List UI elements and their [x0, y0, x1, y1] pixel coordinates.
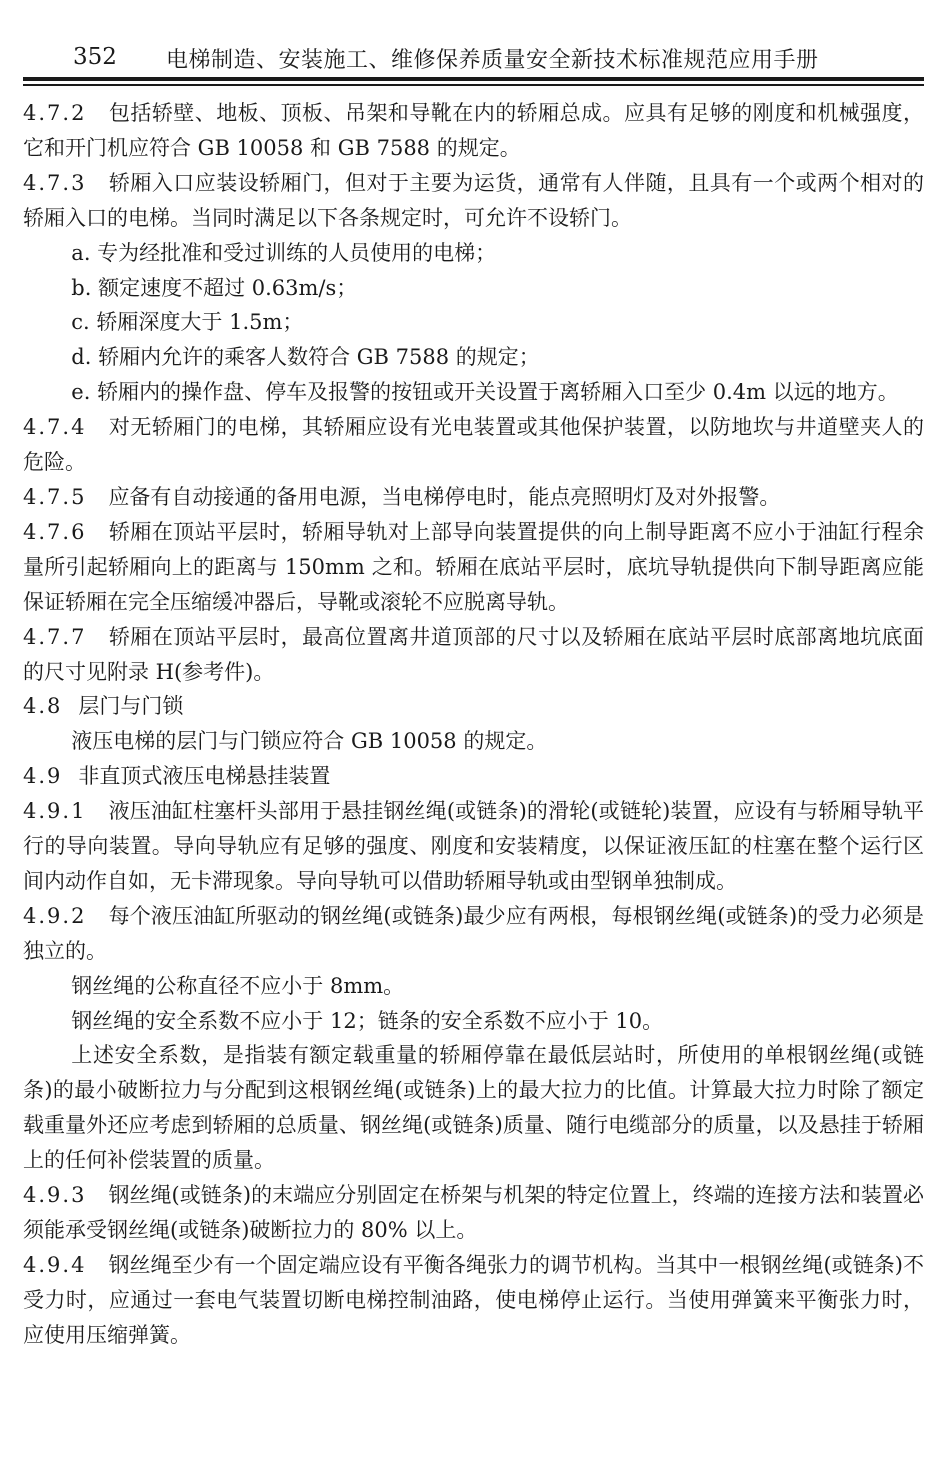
list-item-a: a. 专为经批准和受过训练的人员使用的电梯；	[71, 240, 497, 265]
list-item-e: e. 轿厢内的操作盘、停车及报警的按钮或开关设置于离轿厢入口至少 0.4m 以远的地方。	[71, 380, 899, 405]
clause-4-7-5	[23, 480, 924, 515]
header-rule-thin	[23, 84, 924, 86]
clause-number: 4.9.2	[23, 903, 87, 928]
clause-text: 轿厢在顶站平层时，轿厢导轨对上部导向装置提供的向上制导距离不应小于油缸行程余量所引起轿厢向上的距离与 150mm 之和。轿厢在底站平层时，底坑导轨提供向下制导距离应能保证轿厢在完全压缩缓冲器后，导靴或滚轮不应脱离导轨。	[23, 519, 924, 614]
clause-4-7-2	[23, 96, 924, 166]
clause-text: 钢丝绳至少有一个固定端应设有平衡各绳张力的调节机构。当其中一根钢丝绳(或链条)不受力时，应通过一套电气装置切断电梯控制油路，使电梯停止运行。当使用弹簧来平衡张力时，应使用压缩弹簧。	[23, 1252, 924, 1347]
clause-number: 4.7.4	[23, 415, 87, 440]
clause-4-7-6	[23, 515, 924, 620]
clause-text: 轿厢入口应装设轿厢门，但对于主要为运货，通常有人伴随，且具有一个或两个相对的轿厢入口的电梯。当同时满足以下各条规定时，可允许不设轿门。	[23, 170, 924, 230]
clause-text: 包括轿壁、地板、顶板、吊架和导靴在内的轿厢总成。应具有足够的刚度和机械强度，它和开门机应符合 GB 10058 和 GB 7588 的规定。	[23, 101, 924, 160]
body-text	[23, 96, 924, 1353]
clause-4-9-2	[23, 899, 924, 969]
paragraph-safety-factor: 钢丝绳的安全系数不应小于 12；链条的安全系数不应小于 10。	[71, 1008, 664, 1033]
clause-4-7-4	[23, 410, 924, 480]
clause-number: 4.7.2	[23, 101, 87, 125]
section-4-8-text: 液压电梯的层门与门锁应符合 GB 10058 的规定。	[71, 729, 548, 754]
clause-number: 4.9.4	[23, 1252, 87, 1277]
clause-text: 每个液压油缸所驱动的钢丝绳(或链条)最少应有两根，每根钢丝绳(或链条)的受力必须是独立的。	[23, 903, 924, 963]
clause-number: 4.7.3	[23, 170, 87, 195]
book-title: 电梯制造、安装施工、维修保养质量安全新技术标准规范应用手册	[166, 48, 819, 73]
running-header	[23, 0, 924, 90]
clause-4-7-3	[23, 166, 924, 236]
clause-number: 4.9.1	[23, 799, 87, 824]
clause-text: 对无轿厢门的电梯，其轿厢应设有光电装置或其他保护装置，以防地坎与井道壁夹人的危险。	[23, 415, 924, 475]
paragraph-safety-factor-definition: 上述安全系数，是指装有额定载重量的轿厢停靠在最低层站时，所使用的单根钢丝绳(或链条)的最小破断拉力与分配到这根钢丝绳(或链条)上的最大拉力的比值。计算最大拉力时除了额定载重量外还应考虑到轿厢的总质量、钢丝绳(或链条)质量、随行电缆部分的质量，以及悬挂于轿厢上的任何补偿装置的质量。	[23, 1043, 924, 1173]
clause-text: 液压油缸柱塞杆头部用于悬挂钢丝绳(或链条)的滑轮(或链轮)装置，应设有与轿厢导轨平行的导向装置。导向导轨应有足够的强度、刚度和安装精度，以保证液压缸的柱塞在整个运行区间内动作自如，无卡滞现象。导向导轨可以借助轿厢导轨或由型钢单独制成。	[23, 799, 924, 893]
section-number: 4.8	[23, 694, 63, 719]
paragraph-rope-diameter: 钢丝绳的公称直径不应小于 8mm。	[71, 973, 405, 998]
list-item-c: c. 轿厢深度大于 1.5m；	[71, 310, 304, 335]
clause-4-9-3	[23, 1178, 924, 1248]
clause-text: 应备有自动接通的备用电源，当电梯停电时，能点亮照明灯及对外报警。	[108, 484, 781, 509]
list-item-d: d. 轿厢内允许的乘客人数符合 GB 7588 的规定；	[71, 345, 540, 370]
list-item-b: b. 额定速度不超过 0.63m/s；	[71, 275, 358, 300]
clause-number: 4.7.7	[23, 624, 87, 649]
header-rule-thick	[23, 77, 924, 81]
page-number: 352	[73, 44, 117, 70]
section-4-9-heading	[23, 759, 924, 794]
section-4-8-heading	[23, 689, 924, 724]
clause-4-7-7	[23, 620, 924, 690]
clause-text: 轿厢在顶站平层时，最高位置离井道顶部的尺寸以及轿厢在底站平层时底部离地坑底面的尺寸见附录 H(参考件)。	[23, 624, 924, 684]
section-title: 层门与门锁	[78, 694, 184, 719]
section-title: 非直顶式液压电梯悬挂装置	[78, 764, 331, 789]
clause-number: 4.7.5	[23, 484, 87, 509]
clause-4-9-4	[23, 1248, 924, 1353]
clause-number: 4.7.6	[23, 519, 87, 544]
section-number: 4.9	[23, 764, 63, 789]
clause-number: 4.9.3	[23, 1183, 87, 1208]
clause-text: 钢丝绳(或链条)的末端应分别固定在桥架与机架的特定位置上，终端的连接方法和装置必须能承受钢丝绳(或链条)破断拉力的 80% 以上。	[23, 1183, 924, 1242]
clause-4-9-1	[23, 794, 924, 899]
